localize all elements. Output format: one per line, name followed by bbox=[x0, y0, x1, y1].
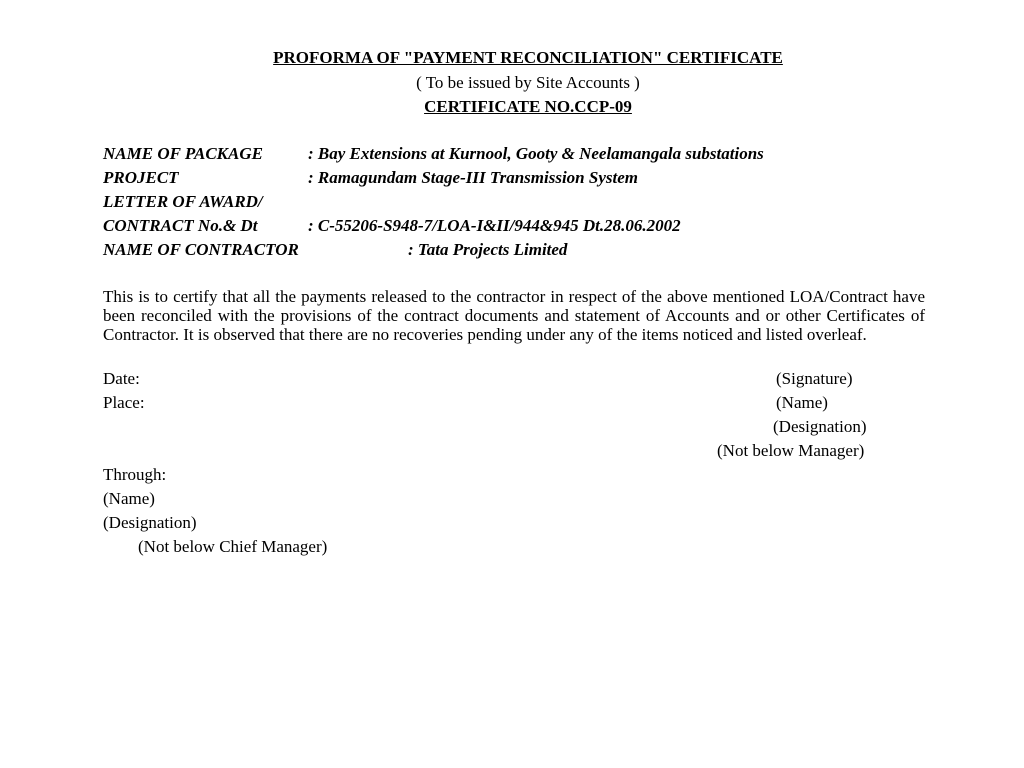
through-rank-note: (Not below Chief Manager) bbox=[138, 537, 328, 556]
contract-value: : C-55206-S948-7/LOA-I&II/944&945 Dt.28.06.2002 bbox=[308, 216, 681, 235]
package-field bbox=[103, 143, 764, 165]
contractor-label: NAME OF CONTRACTOR bbox=[103, 240, 299, 259]
contract-label: CONTRACT No.& Dt bbox=[103, 216, 258, 235]
package-value: : Bay Extensions at Kurnool, Gooty & Neelamangala substations bbox=[308, 144, 764, 163]
contractor-value: : Tata Projects Limited bbox=[408, 240, 568, 259]
signer-name-label: (Name) bbox=[776, 393, 828, 412]
through-designation-label: (Designation) bbox=[103, 513, 197, 532]
through-label: Through: bbox=[103, 465, 167, 484]
loa-field bbox=[103, 191, 263, 213]
signer-rank-note: (Not below Manager) bbox=[717, 441, 865, 460]
project-label: PROJECT bbox=[103, 168, 179, 187]
date-label: Date: bbox=[103, 369, 140, 388]
signature-label: (Signature) bbox=[776, 369, 853, 388]
contractor-field bbox=[103, 239, 568, 261]
through-name-label: (Name) bbox=[103, 489, 155, 508]
signer-designation-label: (Designation) bbox=[773, 417, 867, 436]
loa-label: LETTER OF AWARD/ bbox=[103, 192, 263, 211]
place-label: Place: bbox=[103, 393, 145, 412]
project-field bbox=[103, 167, 638, 189]
package-label: NAME OF PACKAGE bbox=[103, 144, 263, 163]
project-value: : Ramagundam Stage-III Transmission System bbox=[308, 168, 638, 187]
document-subtitle: ( To be issued by Site Accounts ) bbox=[416, 73, 640, 92]
certification-paragraph: This is to certify that all the payments released to the contractor in respect of the above mentioned LOA/Contract have been reconciled with the provisions of the contract documents and statement of Accounts and or other Certificates of Contractor. It is observed that there are no recoveries pending under any of the items noticed and listed overleaf. bbox=[103, 287, 925, 344]
certificate-number: CERTIFICATE NO.CCP-09 bbox=[424, 97, 632, 116]
contract-field bbox=[103, 215, 681, 237]
document-title: PROFORMA OF "PAYMENT RECONCILIATION" CERTIFICATE bbox=[273, 48, 783, 67]
